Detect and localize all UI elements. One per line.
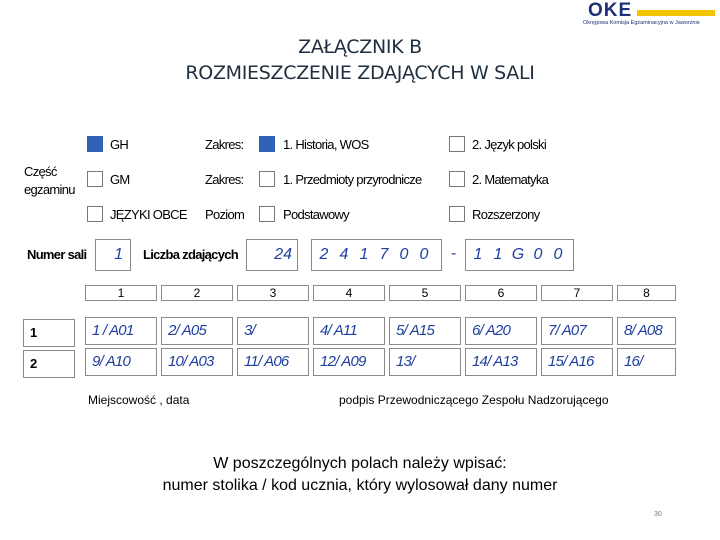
seat-cell[interactable]: 12/ A09 [313, 348, 385, 376]
footer-line-2: numer stolika / kod ucznia, który wylosował dany numer [162, 477, 558, 494]
label-matematyka: 2. Matematyka [472, 172, 549, 187]
seat-cell[interactable]: 7/ A07 [541, 317, 613, 345]
label-gm: GM [110, 172, 130, 187]
seat-cell[interactable]: 10/ A03 [161, 348, 233, 376]
code-digit: 0 [419, 246, 429, 263]
place-date-label: Miejscowość , data [88, 393, 190, 407]
label-rozszerzony: Rozszerzony [472, 207, 540, 222]
label-gh: GH [110, 137, 129, 152]
poziom-label: Poziom [205, 207, 245, 222]
column-header: 7 [541, 285, 613, 301]
checkbox-gh[interactable] [87, 136, 103, 152]
logo-word: OKE [588, 0, 633, 21]
row-label: 2 [23, 350, 75, 378]
checkbox-matematyka[interactable] [449, 171, 465, 187]
checkbox-jezyki[interactable] [87, 206, 103, 222]
title-line-1: ZAŁĄCZNIK B [298, 36, 422, 58]
column-header: 2 [161, 285, 233, 301]
column-header: 4 [313, 285, 385, 301]
row-label: 1 [23, 319, 75, 347]
checkbox-przyrodnicze[interactable] [259, 171, 275, 187]
checkbox-gm[interactable] [87, 171, 103, 187]
zakres-label-1: Zakres: [205, 137, 244, 152]
code-digit: 0 [533, 246, 543, 263]
seat-cell[interactable]: 6/ A20 [465, 317, 537, 345]
zakres-label-2: Zakres: [205, 172, 244, 187]
column-header: 8 [617, 285, 676, 301]
oke-logo [580, 2, 718, 30]
code-digit: 4 [339, 246, 349, 263]
code-digit: 2 [319, 246, 329, 263]
part-label: Część egzaminu [24, 164, 75, 197]
code-separator: - [451, 245, 457, 262]
checkbox-rozszerzony[interactable] [449, 206, 465, 222]
seat-cell[interactable]: 11/ A06 [237, 348, 309, 376]
seat-cell[interactable]: 5/ A15 [389, 317, 461, 345]
column-header: 6 [465, 285, 537, 301]
code-digit: 0 [553, 246, 563, 263]
school-code-field-2[interactable] [465, 239, 574, 271]
code-digit: 1 [493, 246, 503, 263]
code-digit: 1 [473, 246, 483, 263]
column-header: 5 [389, 285, 461, 301]
chair-signature-label: podpis Przewodniczącego Zespołu Nadzorującego [339, 393, 609, 407]
column-header: 3 [237, 285, 309, 301]
seat-cell[interactable]: 1 / A01 [85, 317, 157, 345]
page-number: 30 [654, 511, 662, 518]
code-digit: 0 [399, 246, 409, 263]
liczba-zdajacych-value: 24 [274, 246, 292, 263]
label-przyrodnicze: 1. Przedmioty przyrodnicze [283, 172, 422, 187]
numer-sali-value: 1 [114, 246, 123, 263]
label-polski: 2. Język polski [472, 137, 547, 152]
footer-line-1: W poszczególnych polach należy wpisać: [213, 455, 507, 472]
liczba-zdajacych-label: Liczba zdających [143, 247, 239, 262]
code-digit: 1 [359, 246, 369, 263]
code-digit: 7 [379, 246, 389, 263]
seat-cell[interactable]: 8/ A08 [617, 317, 676, 345]
liczba-zdajacych-field[interactable] [246, 239, 298, 271]
seat-cell[interactable]: 14/ A13 [465, 348, 537, 376]
checkbox-polski[interactable] [449, 136, 465, 152]
seat-cell[interactable]: 15/ A16 [541, 348, 613, 376]
label-jezyki: JĘZYKI OBCE [110, 207, 187, 222]
label-historia: 1. Historia, WOS [283, 137, 369, 152]
label-podstawowy: Podstawowy [283, 207, 349, 222]
numer-sali-label: Numer sali [27, 247, 87, 262]
seat-cell[interactable]: 3/ [237, 317, 309, 345]
logo-subtitle: Okręgowa Komisja Egzaminacyjna w Jaworznie [583, 20, 700, 26]
column-header: 1 [85, 285, 157, 301]
numer-sali-field[interactable] [95, 239, 131, 271]
school-code-field-1[interactable] [311, 239, 442, 271]
title-line-2: ROZMIESZCZENIE ZDAJĄCYCH W SALI [185, 62, 535, 84]
seat-cell[interactable]: 9/ A10 [85, 348, 157, 376]
seat-cell[interactable]: 2/ A05 [161, 317, 233, 345]
seat-cell[interactable]: 4/ A11 [313, 317, 385, 345]
code-digit: G [511, 246, 525, 263]
seat-cell[interactable]: 13/ [389, 348, 461, 376]
checkbox-podstawowy[interactable] [259, 206, 275, 222]
seat-cell[interactable]: 16/ [617, 348, 676, 376]
checkbox-historia[interactable] [259, 136, 275, 152]
logo-bar [637, 10, 715, 16]
